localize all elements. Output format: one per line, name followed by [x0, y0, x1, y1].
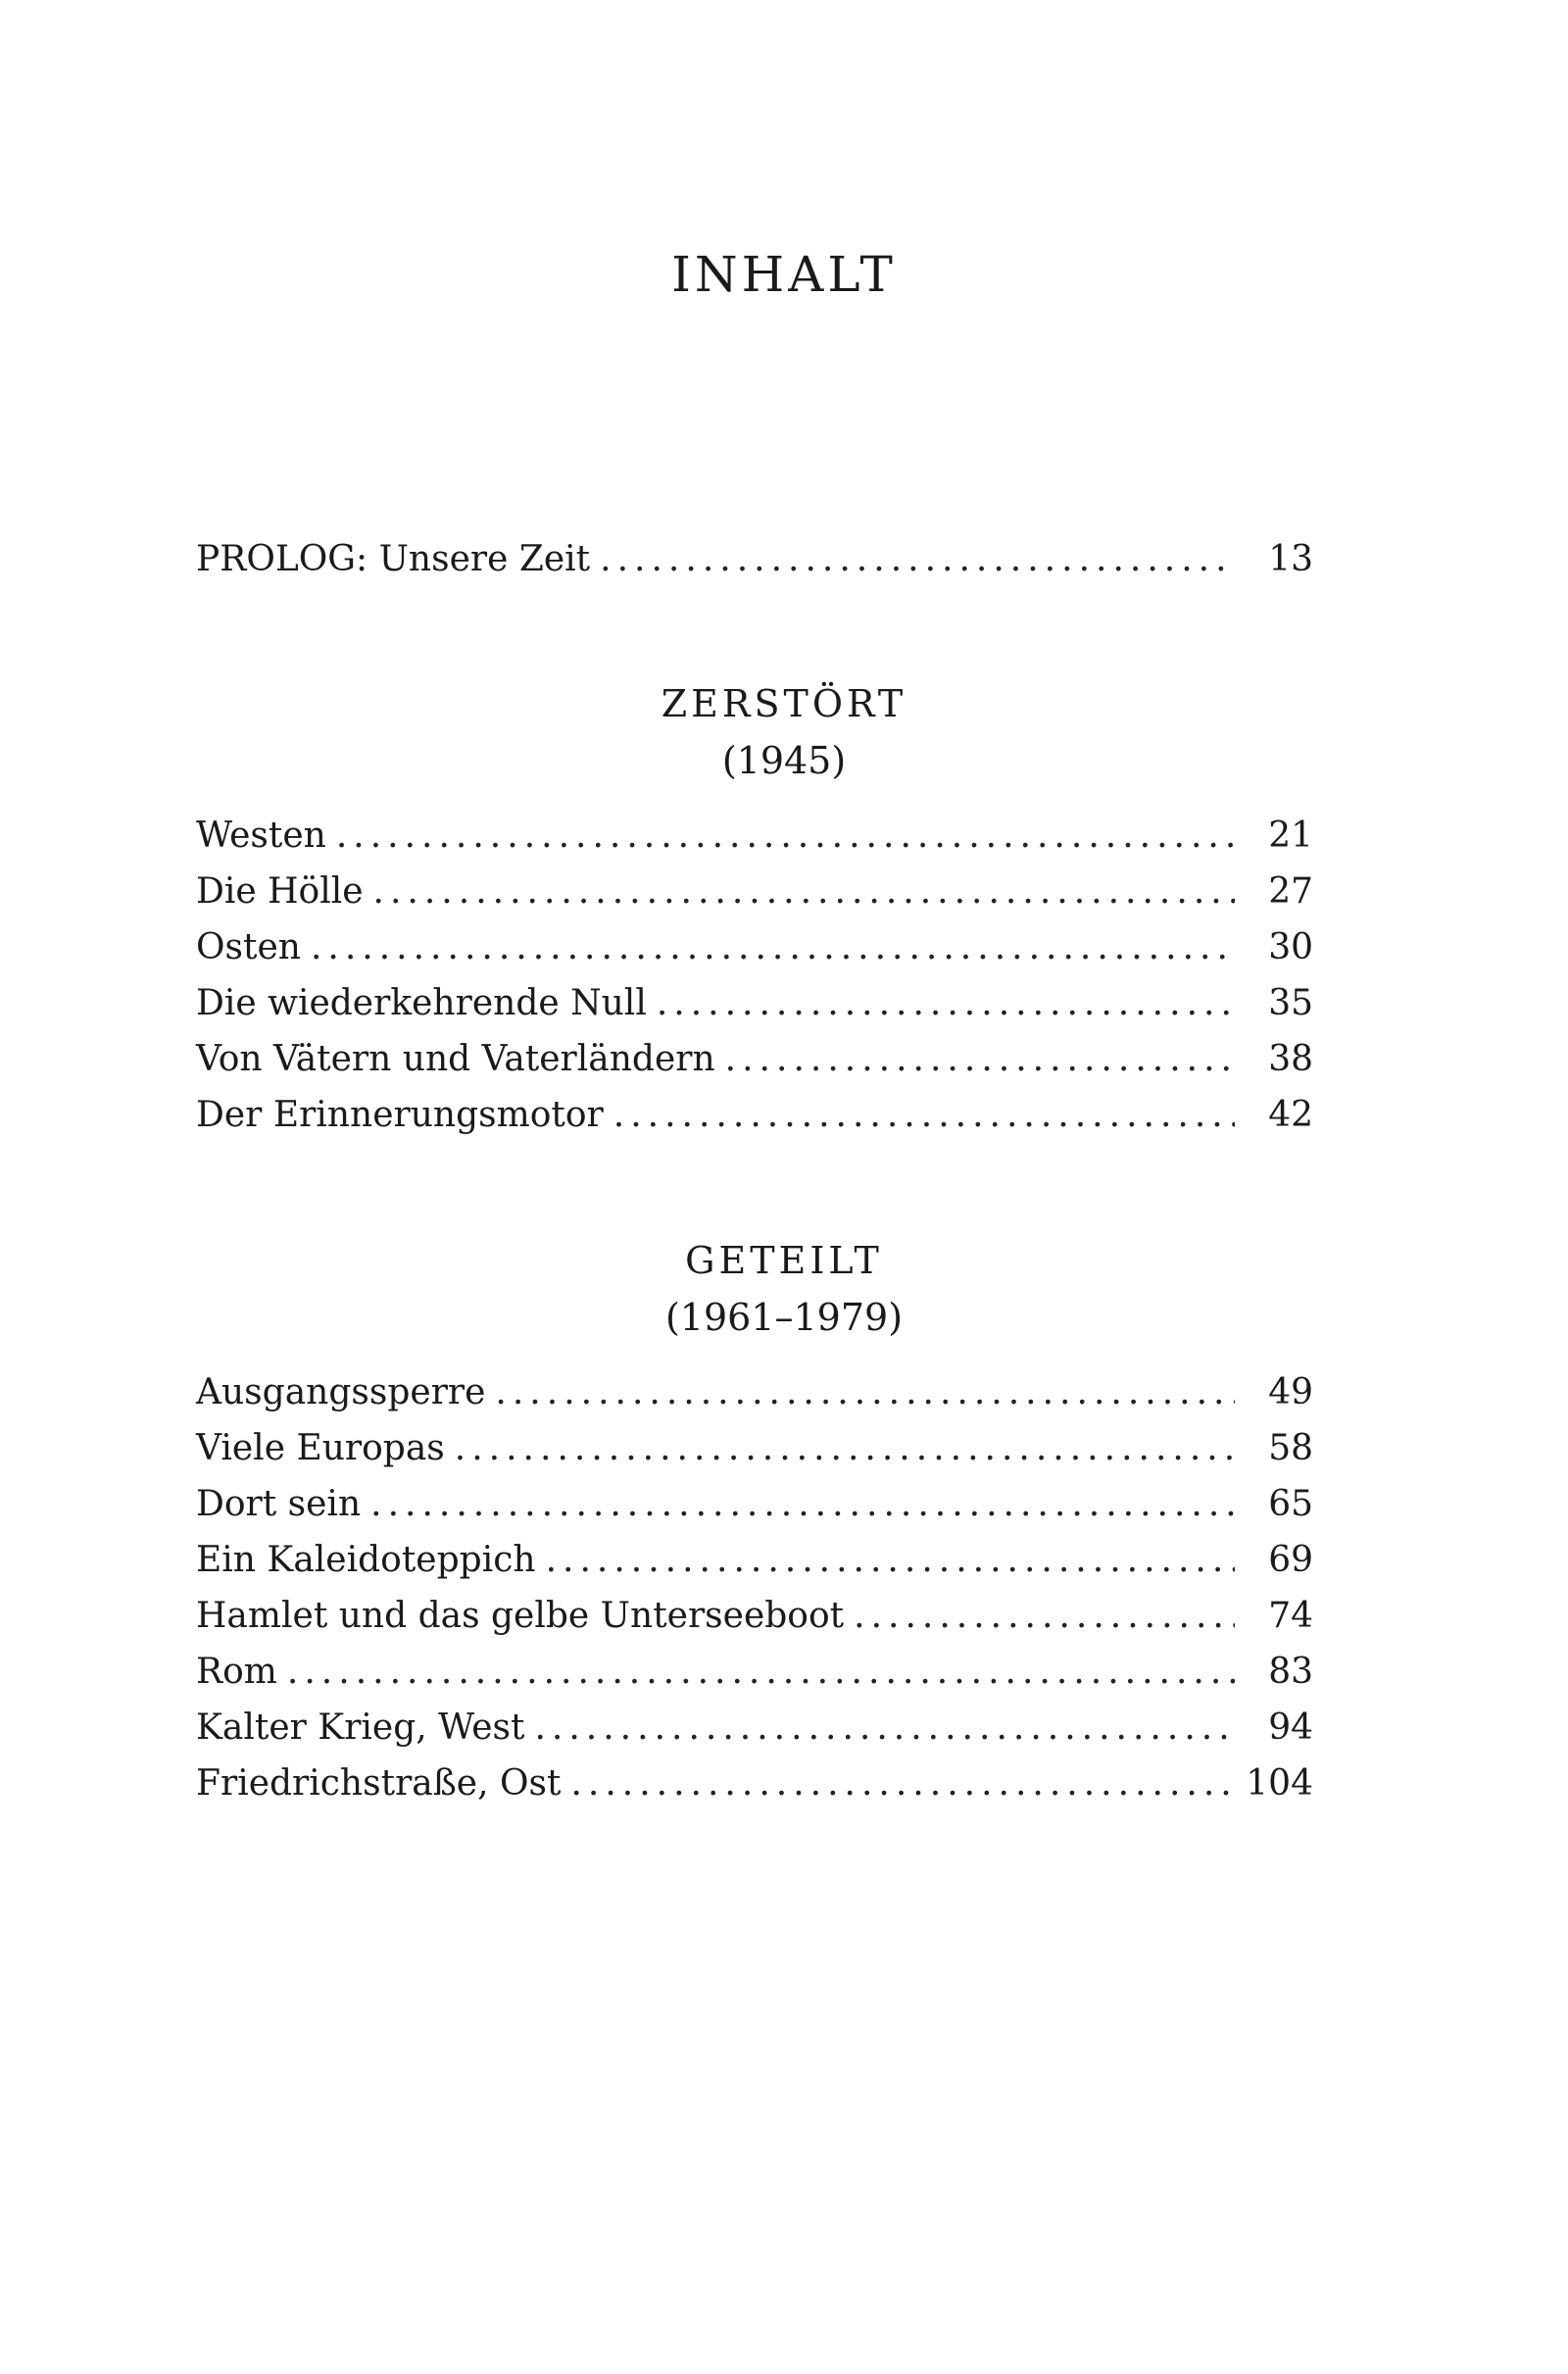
toc-entry-label: Dort sein: [196, 1484, 362, 1524]
toc-entry[interactable]: [196, 809, 1313, 864]
toc-entry[interactable]: [196, 1589, 1313, 1644]
toc-entry-page: 104: [1246, 1763, 1313, 1804]
toc-entry-page: 74: [1268, 1596, 1313, 1636]
toc-entry-label: Friedrichstraße, Ost: [196, 1763, 562, 1804]
dot-leader: [495, 1365, 1235, 1420]
toc-entry-label: PROLOG: Unsere Zeit: [196, 539, 591, 579]
toc-entry-label: Osten: [196, 927, 301, 967]
toc-entry[interactable]: [196, 1533, 1313, 1588]
dot-leader: [854, 1589, 1235, 1644]
toc-entry-page: 13: [1268, 539, 1313, 579]
toc-entry-page: 35: [1268, 983, 1313, 1023]
toc-entry[interactable]: [196, 865, 1313, 919]
toc-entry[interactable]: [196, 1645, 1313, 1700]
toc-entry-label: Ausgangssperre: [196, 1372, 486, 1412]
toc-entry-prolog[interactable]: [196, 532, 1313, 587]
toc-entry-page: 21: [1268, 816, 1313, 856]
toc-entry-page: 42: [1268, 1095, 1313, 1135]
toc-entry[interactable]: [196, 1088, 1313, 1143]
dot-leader: [373, 865, 1235, 919]
dot-leader: [546, 1533, 1235, 1588]
toc-entry-label: Die wiederkehrende Null: [196, 983, 647, 1023]
section-heading-zerstoert: ZERSTÖRT: [661, 682, 907, 725]
dot-leader: [613, 1088, 1235, 1143]
toc-entry[interactable]: [196, 1421, 1313, 1476]
dot-leader: [657, 976, 1235, 1031]
toc-entry-label: Westen: [196, 816, 326, 856]
section-years-geteilt: (1961–1979): [664, 1296, 904, 1339]
dot-leader: [570, 1756, 1235, 1811]
toc-entry-label: Kalter Krieg, West: [196, 1707, 525, 1748]
toc-entry-page: 58: [1268, 1428, 1313, 1468]
toc-entry[interactable]: [196, 920, 1313, 975]
dot-leader: [725, 1032, 1235, 1087]
toc-entry-label: Viele Europas: [196, 1428, 445, 1468]
toc-entry-page: 65: [1268, 1484, 1313, 1524]
dot-leader: [336, 809, 1235, 864]
section-heading-geteilt: GETEILT: [685, 1239, 883, 1282]
dot-leader: [311, 920, 1235, 975]
toc-entry-page: 83: [1268, 1652, 1313, 1692]
toc-entry-page: 38: [1268, 1039, 1313, 1079]
dot-leader: [287, 1645, 1235, 1700]
toc-entry[interactable]: [196, 1477, 1313, 1532]
toc-entry-label: Ein Kaleidoteppich: [196, 1540, 536, 1580]
dot-leader: [600, 532, 1235, 587]
toc-entry[interactable]: [196, 1756, 1313, 1811]
toc-entry-label: Hamlet und das gelbe Unterseeboot: [196, 1596, 845, 1636]
dot-leader: [455, 1421, 1235, 1476]
toc-entry[interactable]: [196, 1365, 1313, 1420]
toc-entry[interactable]: [196, 1032, 1313, 1087]
toc-entry-label: Die Hölle: [196, 871, 364, 912]
toc-entry[interactable]: [196, 1701, 1313, 1756]
toc-entry-page: 27: [1268, 871, 1313, 912]
section-years-zerstoert: (1945): [721, 739, 847, 782]
toc-entry-page: 30: [1268, 927, 1313, 967]
toc-entry-label: Der Erinnerungsmotor: [196, 1095, 604, 1135]
page-title: INHALT: [671, 246, 897, 303]
toc-entry-page: 49: [1268, 1372, 1313, 1412]
toc-entry-page: 94: [1268, 1707, 1313, 1748]
toc-entry-page: 69: [1268, 1540, 1313, 1580]
toc-entry[interactable]: [196, 976, 1313, 1031]
dot-leader: [370, 1477, 1235, 1532]
toc-entry-label: Von Vätern und Vaterländern: [196, 1039, 715, 1079]
toc-entry-label: Rom: [196, 1652, 277, 1692]
dot-leader: [534, 1701, 1235, 1756]
